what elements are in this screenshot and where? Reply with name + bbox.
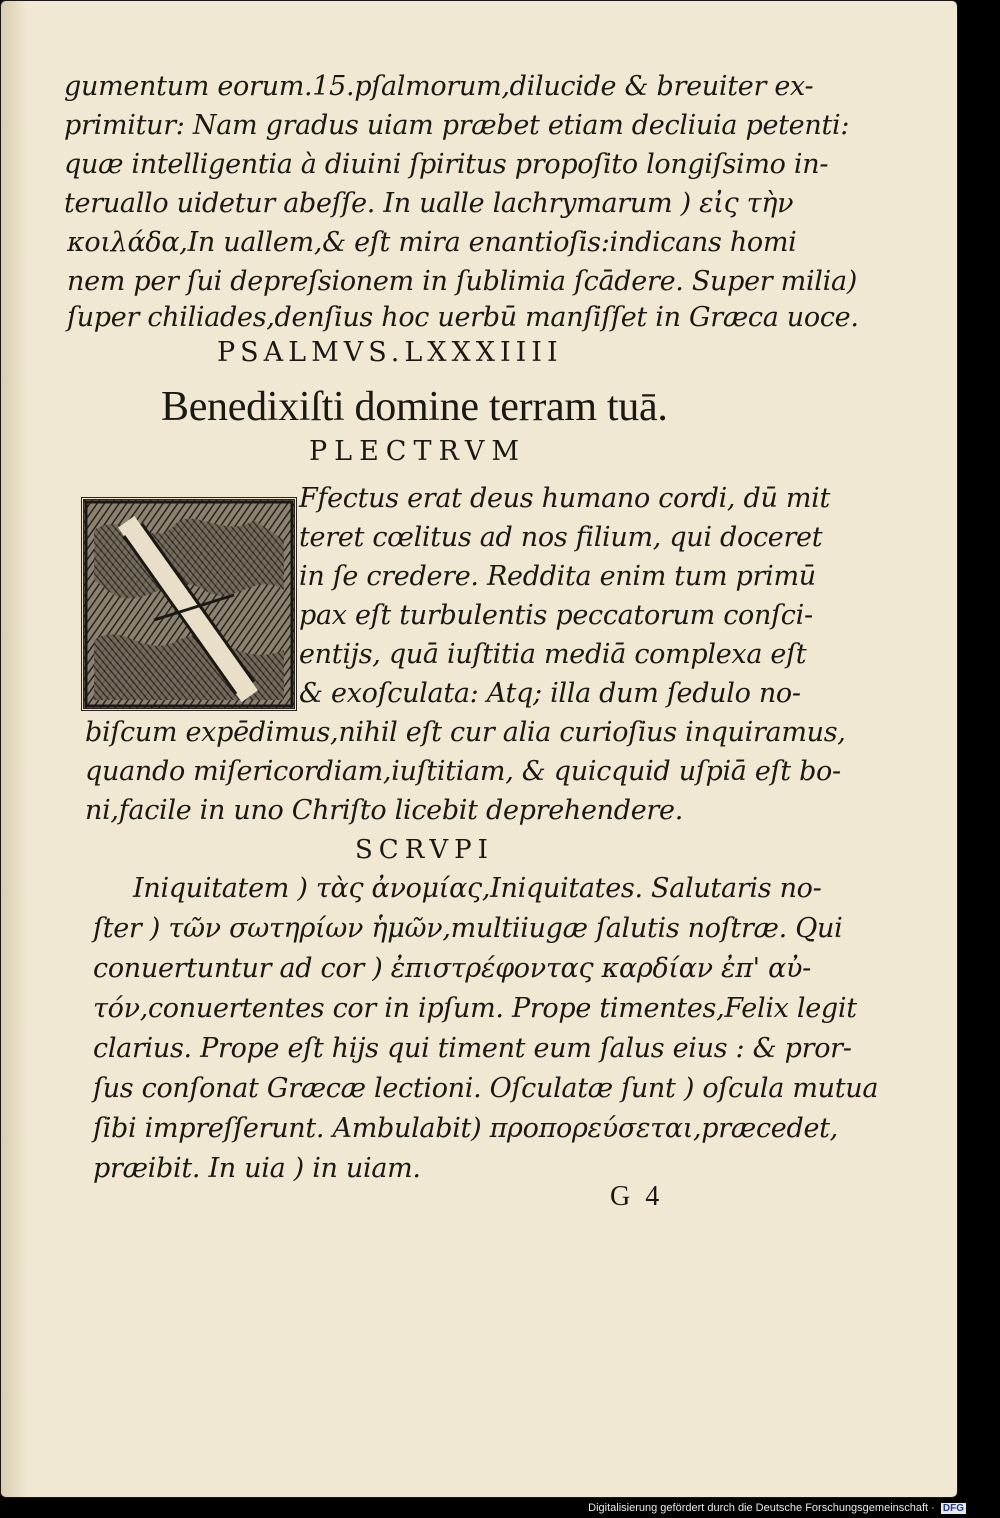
psalm-heading: PSALMVS.LXXXIIII: [217, 337, 563, 368]
text-line: conuertuntur ad cor ) ἐπιστρέφοντας καρδίαν ἐπ' αὐ-: [93, 953, 811, 984]
text-line: pax eſt turbulentis peccatorum conſci-: [299, 600, 813, 631]
text-line: primitur: Nam gradus uiam præbet etiam decliuia petenti:: [64, 110, 850, 141]
digitization-credit: [588, 1502, 966, 1514]
text-line: nem per ſui depreſsionem in ſublimia ſcādere. Super milia): [67, 266, 857, 297]
text-line: Iniquitatem ) τὰς ἀνομίας,Iniquitates. Salutaris no-: [133, 873, 822, 904]
text-line: ſibi impreſſerunt. Ambulabit) προπορεύσεται,præcedet,: [93, 1113, 838, 1144]
folio-signature: G 4: [610, 1181, 664, 1212]
text-line: gumentum eorum.15.pſalmorum,dilucide & breuiter ex-: [64, 71, 814, 102]
text-line: quæ intelligentia à diuini ſpiritus propoſito longiſsimo in-: [64, 149, 829, 180]
dfg-logo-icon: DFG: [942, 1503, 964, 1514]
scrupi-heading: SCRVPI: [355, 835, 494, 865]
text-line: τόν,conuertentes cor in ipſum. Prope timentes,Felix legit: [93, 993, 857, 1024]
text-line: clarius. Prope eſt hijs qui timent eum ſalus eius : & pror-: [93, 1033, 852, 1064]
plectrum-heading: PLECTRVM: [309, 436, 526, 467]
text-line: in ſe credere. Reddita enim tum primū: [299, 561, 816, 592]
text-line: & exoſculata: Atq; illa dum ſedulo no-: [299, 678, 801, 709]
text-line: teret cœlitus ad nos filium, qui doceret: [299, 522, 823, 553]
woodcut-initial-icon: [81, 497, 297, 711]
text-line: teruallo uidetur abeſſe. In ualle lachrymarum ) εἰς τὴν: [64, 188, 794, 219]
woodcut-initial-A-icon: [84, 500, 294, 708]
text-line: ni,facile in uno Chriſto licebit deprehendere.: [85, 795, 683, 826]
text-line: præibit. In uia ) in uiam.: [93, 1153, 421, 1184]
text-line: ſter ) τῶν σωτηρίων ἡμῶν,multiiugæ ſalutis noſtræ. Qui: [93, 913, 843, 944]
text-line: biſcum expēdimus,nihil eſt cur alia curioſius inquiramus,: [85, 717, 846, 748]
text-line: κοιλάδα,In uallem,& eſt mira enantioſis:indicans homi: [67, 227, 797, 258]
text-line: Ffectus erat deus humano cordi, dū mit: [299, 483, 831, 514]
psalm-incipit: Benedixiſti domine terram tuā.: [161, 384, 668, 430]
text-line: ſuper chiliades,denſius hoc uerbū manſiſſet in Græca uoce.: [67, 302, 859, 333]
credit-text: Digitalisierung gefördert durch die Deutsche Forschungsgemeinschaft ·: [588, 1502, 935, 1514]
text-line: ſus conſonat Græcæ lectioni. Oſculatæ ſunt ) oſcula mutua: [93, 1073, 879, 1104]
text-line: quando miſericordiam,iuſtitiam, & quicquid uſpiā eſt bo-: [85, 756, 841, 787]
text-line: entijs, quā iuſtitia mediā complexa eſt: [299, 639, 807, 670]
